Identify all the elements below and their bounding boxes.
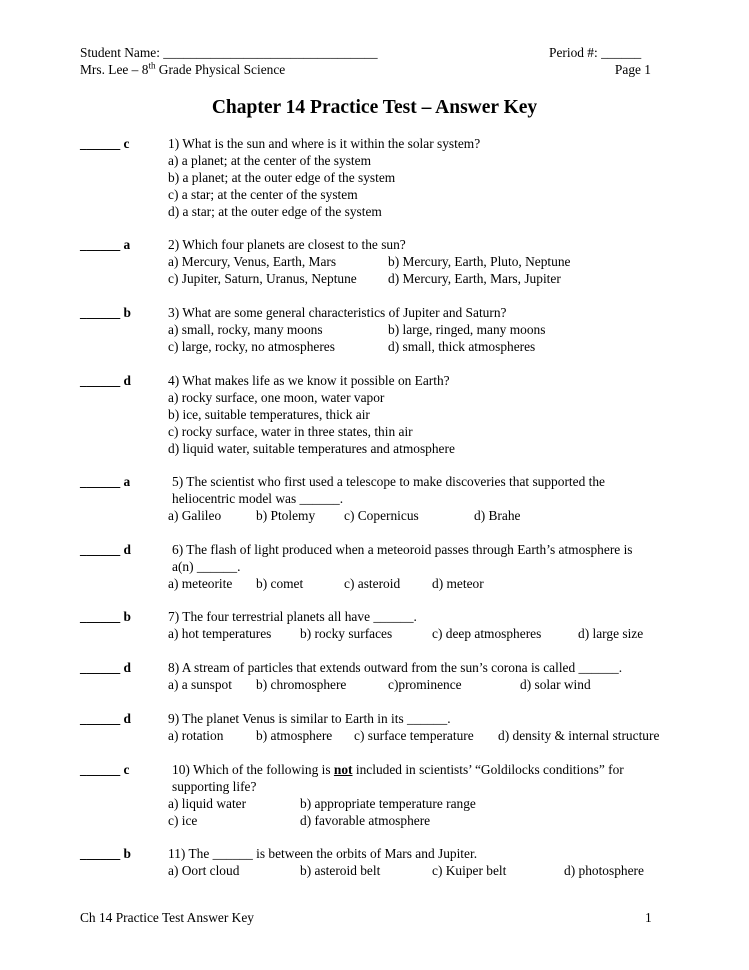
option-row bbox=[168, 676, 709, 693]
option-a: a) Oort cloud bbox=[168, 863, 240, 878]
option-row bbox=[168, 625, 709, 642]
option-b: b) rocky surfaces bbox=[300, 626, 393, 641]
option-c: c) Jupiter, Saturn, Uranus, Neptune bbox=[168, 271, 357, 286]
option-a: a) a planet; at the center of the system bbox=[168, 153, 372, 168]
option-c: c) deep atmospheres bbox=[432, 626, 542, 641]
question-stem: 7) The four terrestrial planets all have ______. bbox=[168, 609, 417, 624]
option-row bbox=[168, 575, 709, 592]
answer-blank: ______ b bbox=[80, 305, 131, 320]
answer-blank: ______ d bbox=[80, 373, 131, 388]
option-b: b) chromosphere bbox=[256, 677, 347, 692]
option-a: a) hot temperatures bbox=[168, 626, 272, 641]
option-b: b) asteroid belt bbox=[300, 863, 381, 878]
option-d: d) large size bbox=[578, 626, 644, 641]
option-c: c) Copernicus bbox=[344, 508, 419, 523]
option-row bbox=[168, 270, 709, 287]
answer-blank: ______ b bbox=[80, 609, 131, 624]
answer-blank: ______ c bbox=[80, 136, 130, 151]
option-b: b) Mercury, Earth, Pluto, Neptune bbox=[388, 254, 571, 269]
teacher-text: Mrs. Lee – 8 bbox=[80, 62, 149, 77]
option-row bbox=[168, 338, 709, 355]
stem-text-continued: included in scientists’ “Goldilocks conditions” for bbox=[352, 762, 624, 777]
option-d: d) favorable atmosphere bbox=[300, 813, 431, 828]
option-c: c) rocky surface, water in three states, thin air bbox=[168, 424, 413, 439]
page-title: Chapter 14 Practice Test – Answer Key bbox=[211, 97, 538, 118]
question-stem-continued: supporting life? bbox=[172, 779, 257, 794]
option-b: b) large, ringed, many moons bbox=[388, 322, 546, 337]
emphasis-not: not bbox=[333, 762, 353, 777]
option-row bbox=[168, 321, 709, 338]
option-a: a) meteorite bbox=[168, 576, 233, 591]
page-number-header: Page 1 bbox=[614, 62, 651, 77]
option-c: c) surface temperature bbox=[354, 728, 474, 743]
option-b: b) a planet; at the outer edge of the system bbox=[168, 170, 396, 185]
answer-blank: ______ a bbox=[80, 237, 131, 252]
question-stem: 11) The ______ is between the orbits of Mars and Jupiter. bbox=[168, 846, 478, 861]
question-stem bbox=[168, 761, 709, 778]
option-a: a) small, rocky, many moons bbox=[168, 322, 323, 337]
answer-blank: ______ b bbox=[80, 846, 131, 861]
option-d: d) Brahe bbox=[474, 508, 521, 523]
footer-title: Ch 14 Practice Test Answer Key bbox=[80, 910, 254, 925]
option-b: b) appropriate temperature range bbox=[300, 796, 476, 811]
question-stem: 4) What makes life as we know it possible on Earth? bbox=[168, 373, 450, 388]
teacher-line bbox=[80, 61, 285, 78]
option-c: c) a star; at the center of the system bbox=[168, 187, 358, 202]
option-b: b) comet bbox=[256, 576, 304, 591]
option-row bbox=[168, 507, 709, 524]
answer-blank: ______ d bbox=[80, 542, 131, 557]
student-name-line: Student Name: ________________________________ bbox=[80, 45, 378, 60]
option-row bbox=[168, 727, 709, 744]
option-a: a) rotation bbox=[168, 728, 224, 743]
question-stem: 2) Which four planets are closest to the sun? bbox=[168, 237, 406, 252]
option-a: a) a sunspot bbox=[168, 677, 232, 692]
question-stem: 5) The scientist who first used a telescope to make discoveries that supported the bbox=[172, 474, 605, 489]
question-stem: 6) The flash of light produced when a meteoroid passes through Earth’s atmosphere is bbox=[172, 542, 633, 557]
option-b: b) ice, suitable temperatures, thick air bbox=[168, 407, 370, 422]
answer-blank: ______ a bbox=[80, 474, 131, 489]
option-b: b) Ptolemy bbox=[256, 508, 316, 523]
ordinal-suffix: th bbox=[148, 60, 156, 71]
option-c: c) large, rocky, no atmospheres bbox=[168, 339, 335, 354]
question-stem-continued: heliocentric model was ______. bbox=[172, 491, 344, 506]
answer-blank: ______ d bbox=[80, 660, 131, 675]
option-row bbox=[168, 795, 709, 812]
option-c: c)prominence bbox=[388, 677, 462, 692]
option-d: d) solar wind bbox=[520, 677, 591, 692]
stem-text: 10) Which of the following is bbox=[172, 762, 334, 777]
option-d: d) photosphere bbox=[564, 863, 644, 878]
option-d: d) meteor bbox=[432, 576, 484, 591]
option-row bbox=[168, 812, 709, 829]
option-d: d) small, thick atmospheres bbox=[388, 339, 536, 354]
question-stem: 9) The planet Venus is similar to Earth in its ______. bbox=[168, 711, 451, 726]
option-d: d) Mercury, Earth, Mars, Jupiter bbox=[388, 271, 561, 286]
option-d: d) liquid water, suitable temperatures and atmosphere bbox=[168, 441, 455, 456]
footer-page-number: 1 bbox=[645, 910, 652, 925]
option-row bbox=[168, 253, 709, 270]
option-row bbox=[168, 862, 709, 879]
answer-blank: ______ c bbox=[80, 762, 130, 777]
option-c: c) asteroid bbox=[344, 576, 401, 591]
option-d: d) a star; at the outer edge of the system bbox=[168, 204, 382, 219]
period-line: Period #: ______ bbox=[549, 45, 642, 60]
option-a: a) Mercury, Venus, Earth, Mars bbox=[168, 254, 337, 269]
question-stem: 1) What is the sun and where is it within the solar system? bbox=[168, 136, 481, 151]
option-c: c) Kuiper belt bbox=[432, 863, 507, 878]
option-d: d) density & internal structure bbox=[498, 728, 660, 743]
option-a: a) liquid water bbox=[168, 796, 247, 811]
option-a: a) rocky surface, one moon, water vapor bbox=[168, 390, 385, 405]
question-stem-continued: a(n) ______. bbox=[172, 559, 241, 574]
option-a: a) Galileo bbox=[168, 508, 222, 523]
question-stem: 8) A stream of particles that extends outward from the sun’s corona is called ______. bbox=[168, 660, 623, 675]
grade-subject-text: Grade Physical Science bbox=[155, 62, 286, 77]
option-b: b) atmosphere bbox=[256, 728, 333, 743]
question-stem: 3) What are some general characteristics of Jupiter and Saturn? bbox=[168, 305, 507, 320]
option-c: c) ice bbox=[168, 813, 198, 828]
answer-blank: ______ d bbox=[80, 711, 131, 726]
